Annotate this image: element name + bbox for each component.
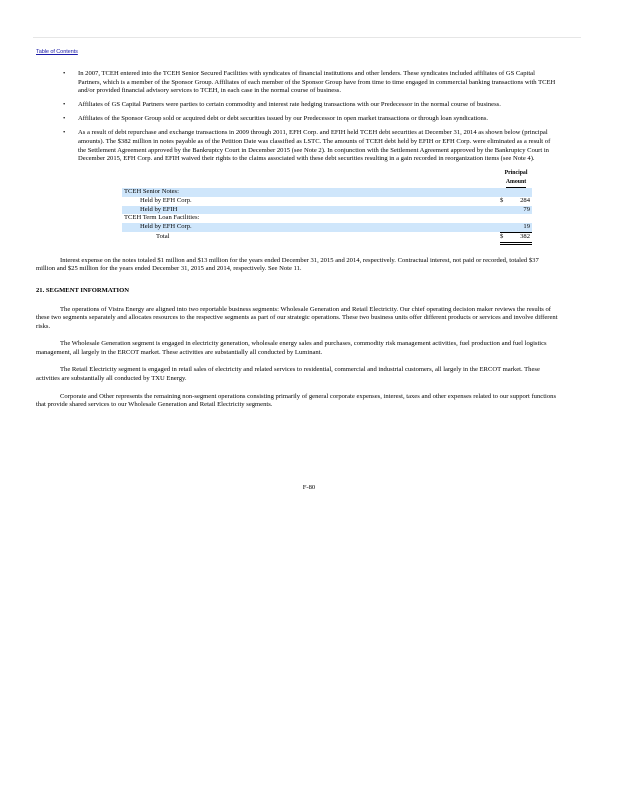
header-line-1: Principal (504, 170, 528, 177)
row-value: 284 (520, 196, 530, 204)
related-party-bullet-list (36, 70, 558, 164)
top-divider (33, 37, 581, 38)
bullet-text: Affiliates of the Sponsor Group sold or acquired debt or debt securities issued by our Predecessor in open market transactions or through loan syndications. (78, 115, 489, 123)
row-currency (500, 206, 510, 215)
row-value (510, 214, 532, 223)
section-title: 21. SEGMENT INFORMATION (36, 286, 129, 294)
row-label: TCEH Term Loan Facilities: (124, 214, 200, 222)
row-currency (500, 223, 510, 232)
bullet-symbol: • (63, 115, 66, 123)
tceh-debt-holdings-table (122, 169, 532, 244)
table-row (122, 197, 532, 206)
row-label: Held by EFIH (122, 206, 500, 215)
table-total-row (122, 232, 532, 243)
bullet-text: Affiliates of GS Capital Partners were parties to certain commodity and interest rate hedging transactions with our Predecessor in the normal course of business. (78, 101, 501, 109)
row-label: TCEH Senior Notes: (122, 188, 500, 197)
row-value: 79 (510, 206, 532, 215)
table-row (122, 206, 532, 215)
interest-expense-paragraph: Interest expense on the notes totaled $1 million and $13 million for the years ended December 31, 2015 and 2014, respectively. Contractual interest, not paid or recorded, totaled $37 million and $25 million for the years ended December 31, 2015 and 2014, respectively. See Note 11. (36, 256, 539, 273)
bullet-text: In 2007, TCEH entered into the TCEH Senior Secured Facilities with syndicates of financial institutions and other lenders. These syndicates included affiliates of GS Capital Partners, which is a member of the Sponsor Group. Affiliates of each member of the Sponsor Group have from time to time engaged in commercial banking transactions with TCEH and/or provided financial advisory services to TCEH, in each case in the normal course of business. (78, 70, 556, 95)
bullet-item (36, 129, 558, 163)
table-row (122, 223, 532, 232)
table-row (122, 188, 532, 197)
bullet-item (36, 70, 558, 96)
row-value: 19 (510, 223, 532, 232)
bullet-symbol: • (63, 70, 66, 77)
row-currency: $ (500, 196, 504, 204)
header-line-2: Amount (506, 178, 526, 188)
segment-paragraph: The Wholesale Generation segment is engaged in electricity generation, wholesale energy sales and purchases, commodity risk management activities, fuel production and fuel logistics management, all largely in the ERCOT market. These activities are substantially all conducted by Luminant. (36, 340, 547, 356)
row-label: Held by EFH Corp. (140, 196, 192, 204)
bullet-symbol: • (63, 101, 66, 109)
bullet-text: As a result of debt repurchase and exchange transactions in 2009 through 2011, EFH Corp. and EFIH held TCEH debt securities at December 31, 2014 as shown below (principal amounts). The $382 million in notes payable as of the Petition Date was classified as LSTC. The amounts of TCEH debt held by EFIH or EFH Corp. were eliminated as a result of the Settlement Agreement approved by the Bankruptcy Court in December 2015 (see Note 2). In conjunction with the Settlement Agreement approved by the Bankruptcy Court in December 2015, EFH Corp. and EFIH waived their rights to the claims associated with these debt securities resulting in a gain recorded in reorganization items (see Note 4). (78, 129, 551, 163)
segment-paragraph: The operations of Vistra Energy are aligned into two reportable business segments: Wholesale Generation and Retail Electricity. Our chief operating decision maker reviews the results of these two segments separately and allocates resources to the respective segments as part of our strategic operations. These two business units offer different products or services and involve different risks. (36, 305, 558, 330)
table-header-row (122, 169, 532, 188)
row-label: Held by EFH Corp. (122, 223, 500, 232)
page-number: F-80 (302, 484, 316, 491)
row-value: 382 (510, 232, 532, 243)
row-value (510, 188, 532, 197)
table-row (122, 214, 532, 223)
row-currency (500, 188, 510, 197)
row-currency: $ (500, 232, 510, 243)
table-of-contents-link[interactable]: Table of Contents (36, 49, 78, 55)
row-label: Total (156, 233, 170, 241)
principal-amount-header (500, 169, 532, 188)
bullet-item (36, 115, 558, 124)
page-body (36, 70, 558, 410)
row-currency (500, 214, 510, 223)
segment-paragraph: The Retail Electricity segment is engaged in retail sales of electricity and related services to residential, commercial and industrial customers, all largely in the ERCOT market. These activities are substantially all conducted by TXU Energy. (36, 366, 540, 383)
bullet-symbol: • (63, 129, 66, 137)
bullet-item (36, 101, 558, 110)
segment-paragraph: Corporate and Other represents the remaining non-segment operations consisting primarily of general corporate expenses, interest, taxes and other expenses related to our support functions that provide shared services to our Wholesale Generation and Retail Electricity segments. (36, 392, 557, 409)
